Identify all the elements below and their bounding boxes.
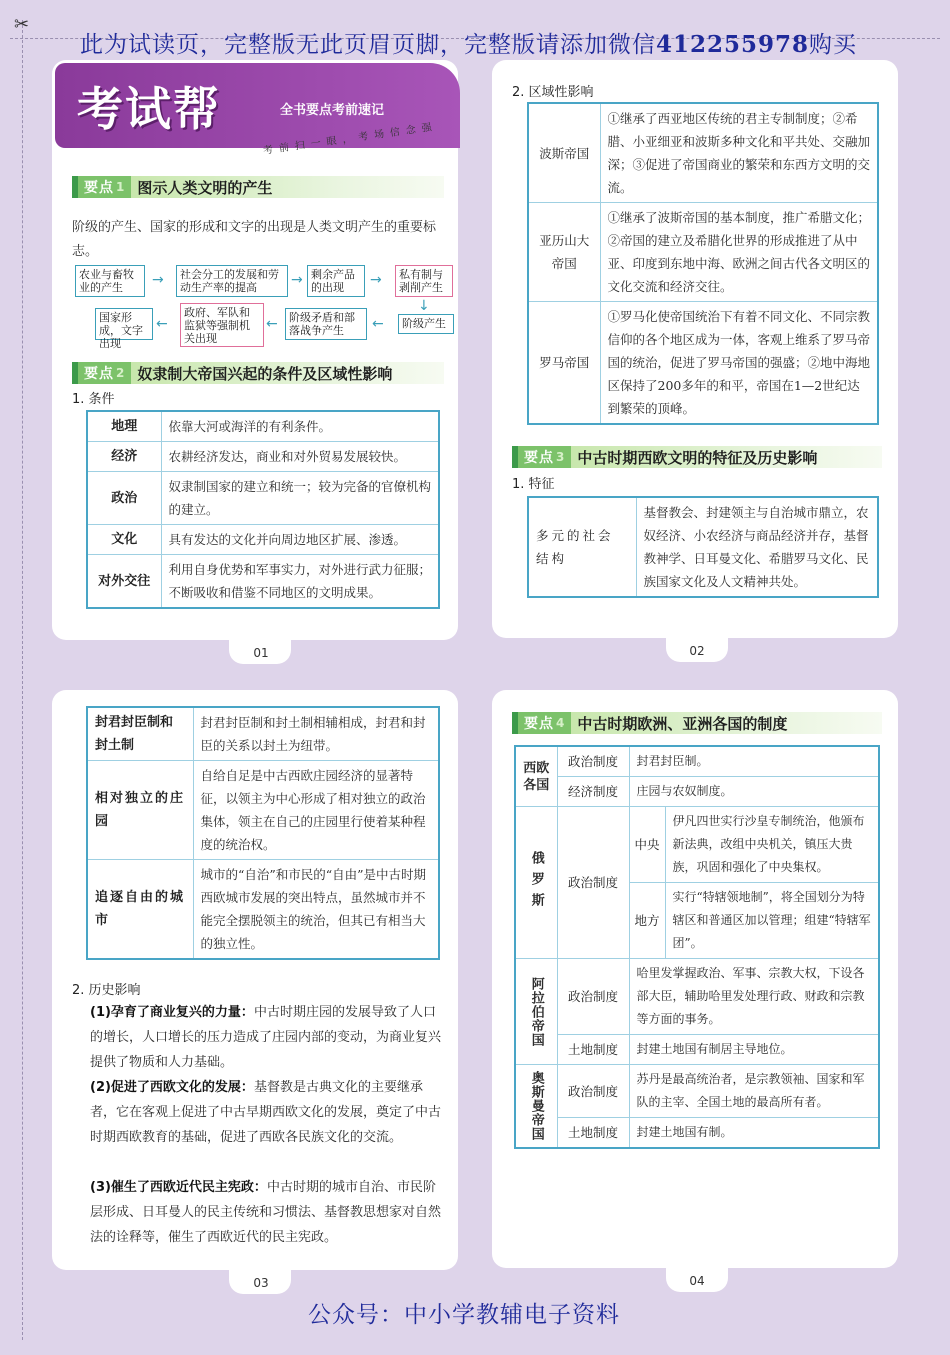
- watermark-bottom: 公众号：中小学教辅电子资料: [308, 1302, 620, 1328]
- watermark-top: 此为试读页，完整版无此页眉页脚，完整版请添加微信412255978购买: [80, 31, 858, 58]
- flow-box: 剩余产品的出现: [307, 265, 365, 297]
- banner-title: 考试帮: [77, 82, 221, 136]
- sub-heading: 1. 特征: [512, 477, 555, 492]
- section-title-point4: 要点 4 中古时期欧洲、亚洲各国的制度: [512, 712, 882, 734]
- section-title-point1: 要点 1 图示人类文明的产生: [72, 176, 444, 198]
- table-row: 阿拉伯帝国 政治制度 哈里发掌握政治、军事、宗教大权，下设各部大臣，辅助哈里发处理行政、财政和宗教等方面的事务。: [515, 959, 879, 1035]
- table-row: 土地制度 封建土地国有制。: [515, 1118, 879, 1149]
- features-table: [527, 496, 879, 598]
- impact-item: (1)孕育了商业复兴的力量：中古时期庄园的发展导致了人口的增长，人口增长的压力造成了庄园内部的变动，为商业复兴提供了物质和人力基础。: [90, 1005, 442, 1070]
- flow-box: 政府、军队和监狱等强制机关出现: [180, 303, 264, 347]
- regional-impact-table: [527, 102, 879, 425]
- table-row: 波斯帝国 ①继承了西亚地区传统的君主专制制度；②希腊、小亚细亚和波斯多种文化和平共处、交融加深；③促进了帝国商业的繁荣和东西方文明的交流。: [528, 103, 878, 203]
- section-title-point2: 要点 2 奴隶制大帝国兴起的条件及区域性影响: [72, 362, 444, 384]
- table-row: 经济制度 庄园与农奴制度。: [515, 777, 879, 807]
- sub-heading: 2. 历史影响: [72, 983, 141, 998]
- page-number: 03: [253, 1276, 269, 1290]
- arrow-icon: ←: [156, 316, 168, 332]
- scissors-icon: ✂: [14, 14, 30, 35]
- table-row: 封君封臣制和封土制 封君封臣制和封土制相辅相成，封君和封臣的关系以封土为纽带。: [87, 707, 439, 761]
- table-row: 经济 农耕经济发达，商业和对外贸易发展较快。: [87, 442, 439, 472]
- page-number: 01: [253, 646, 269, 660]
- arrow-icon: ←: [266, 316, 278, 332]
- impact-item: (3)催生了西欧近代民主宪政：中古时期的城市自治、市民阶层形成、日耳曼人的民主传统和习惯法、基督教思想家对自然法的诠释等，催生了西欧近代的民主宪政。: [90, 1180, 442, 1245]
- flow-box: 阶级矛盾和部落战争产生: [285, 308, 367, 340]
- systems-table: [514, 745, 880, 1149]
- table-row: 俄罗斯 政治制度 中央 伊凡四世实行沙皇专制统治，他颁布新法典，改组中央机关，镇压大贵族，巩固和强化了中央集权。: [515, 807, 879, 883]
- table-row: 相对独立的庄园 自给自足是中古西欧庄园经济的显著特征，以领主为中心形成了相对独立的政治集体，领主在自己的庄园里行使着某种程度的统治权。: [87, 761, 439, 860]
- table-row: 亚历山大帝国 ①继承了波斯帝国的基本制度，推广希腊文化；②帝国的建立及希腊化世界的形成推进了从中亚、印度到东地中海、欧洲之间古代各文明区的文化交流和经济交往。: [528, 203, 878, 302]
- table-row: 地理 依靠大河或海洋的有利条件。: [87, 411, 439, 442]
- table-row: 罗马帝国 ①罗马化使帝国统治下有着不同文化、不同宗教信仰的各个地区成为一体，客观上维系了罗马帝国的统治，促进了罗马帝国的强盛；②地中海地区保持了200多年的和平，帝国在1—2世纪达到繁荣的顶峰。: [528, 302, 878, 425]
- table-row: 土地制度 封建土地国有制居主导地位。: [515, 1035, 879, 1065]
- banner-slogan: 考前扫一眼，考场信念强: [262, 121, 439, 157]
- west-europe-table: [86, 706, 440, 960]
- table-row: 西欧各国 政治制度 封君封臣制。: [515, 746, 879, 777]
- section-title-point3: 要点 3 中古时期西欧文明的特征及历史影响: [512, 446, 882, 468]
- table-row: 追逐自由的城市 城市的“自治”和市民的“自由”是中古时期西欧城市发展的突出特点，虽然城市并不能完全摆脱领主的统治，但其已有相当大的独立性。: [87, 860, 439, 960]
- arrow-icon: ↓: [418, 298, 430, 314]
- arrow-icon: →: [291, 272, 303, 288]
- arrow-icon: →: [370, 272, 382, 288]
- arrow-icon: ←: [372, 316, 384, 332]
- table-row: 奥斯曼帝国 政治制度 苏丹是最高统治者，是宗教领袖、国家和军队的主宰、全国土地的最高所有者。: [515, 1065, 879, 1118]
- flow-box: 阶级产生: [398, 314, 454, 334]
- sub-heading: 2. 区域性影响: [512, 85, 594, 100]
- page-number: 04: [689, 1274, 705, 1288]
- table-row: 多元的社会结构 基督教会、封建领主与自治城市鼎立，农奴经济、小农经济与商品经济并存，基督教神学、日耳曼文化、希腊罗马文化、民族国家文化及人文精神共处。: [528, 497, 878, 597]
- flow-box: 国家形成，文字出现: [95, 308, 153, 340]
- intro-paragraph: 阶级的产生、国家的形成和文字的出现是人类文明产生的重要标志。: [72, 220, 437, 259]
- banner-subtitle: 全书要点考前速记: [280, 103, 385, 118]
- flow-box: 社会分工的发展和劳动生产率的提高: [176, 265, 288, 297]
- table-row: 地方 实行“特辖领地制”，将全国划分为特辖区和普通区加以管理；组建“特辖军团”。: [515, 883, 879, 959]
- arrow-icon: →: [152, 272, 164, 288]
- table-row: 对外交往 利用自身优势和军事实力，对外进行武力征服；不断吸收和借鉴不同地区的文明成果。: [87, 555, 439, 609]
- cut-line: [22, 20, 23, 1340]
- flow-box: 农业与畜牧业的产生: [75, 265, 145, 297]
- sub-heading: 1. 条件: [72, 392, 115, 407]
- impact-item: (2)促进了西欧文化的发展：基督教是古典文化的主要继承者，它在客观上促进了中古早期西欧文化的发展，奠定了中古时期西欧教育的基础，促进了西欧各民族文化的交流。: [90, 1080, 442, 1145]
- flow-box: 私有制与剥削产生: [395, 265, 453, 297]
- conditions-table: [86, 410, 440, 609]
- page-number: 02: [689, 644, 705, 658]
- table-row: 文化 具有发达的文化并向周边地区扩展、渗透。: [87, 525, 439, 555]
- table-row: 政治 奴隶制国家的建立和统一；较为完备的官僚机构的建立。: [87, 472, 439, 525]
